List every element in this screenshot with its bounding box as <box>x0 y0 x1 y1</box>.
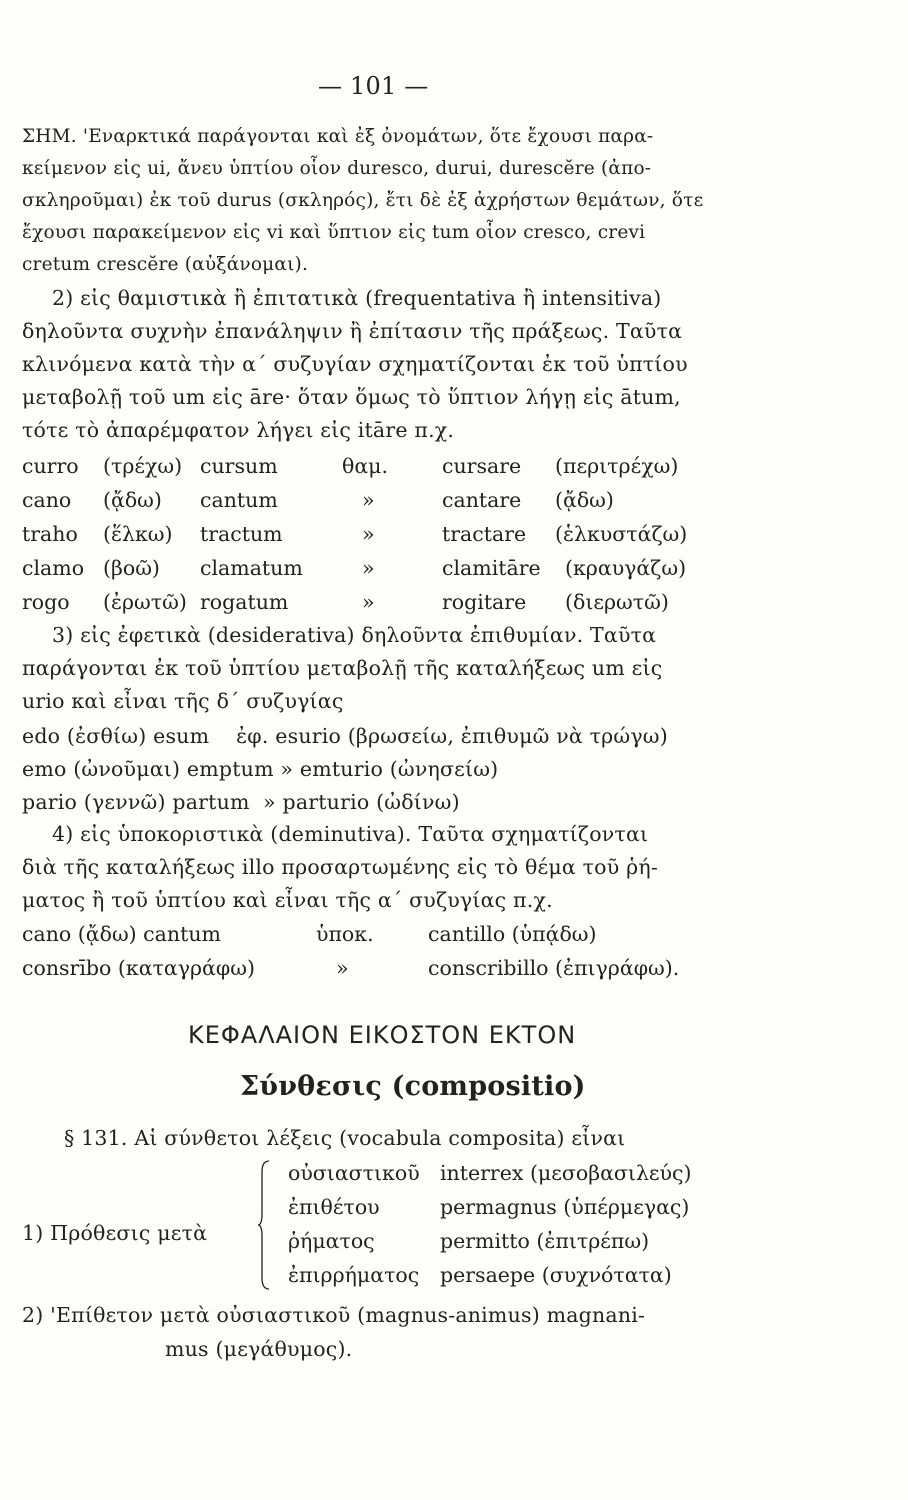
section3-line: urio καὶ εἶναι τῆς δ΄ συζυγίας <box>22 689 344 713</box>
mark: » <box>362 556 375 580</box>
derived: cantare <box>442 488 522 512</box>
derived: cantillo (ὑπᾴδω) <box>428 922 597 946</box>
section-title <box>240 1073 586 1100</box>
gloss: (τρέχω) <box>103 454 183 478</box>
gloss: (ἕλκω) <box>103 522 173 546</box>
paragraph-131: § 131. Αἱ σύνθετοι λέξεις (vocabula composita) εἶναι <box>64 1126 626 1150</box>
supine: clamatum <box>200 556 303 580</box>
example: permitto (ἐπιτρέπω) <box>440 1229 650 1253</box>
intro-line: ἔχουσι παρακείμενον εἰς vi καὶ ὕπτιον εἰς tum οἷον cresco, crevi <box>22 222 646 243</box>
desiderativa-line: edo (ἐσθίω) esum ἐφ. esurio (βρωσείω, ἐπιθυμῶ νὰ τρώγω) <box>22 724 668 748</box>
desiderativa-line: emo (ὠνοῦμαι) emptum » emturio (ὠνησείω) <box>22 757 499 781</box>
mark: » <box>362 522 375 546</box>
section4-line: 4) εἰς ὑποκοριστικὰ (deminutiva). Ταῦτα σχηματίζονται <box>52 822 649 846</box>
example: permagnus (ὑπέρμεγας) <box>440 1195 690 1219</box>
desiderativa-line: pario (γεννῶ) partum » parturio (ὠδίνω) <box>22 790 460 814</box>
gloss: (βοῶ) <box>103 556 160 580</box>
base-verb: cano (ᾄδω) cantum <box>22 922 221 946</box>
section2-line: μεταβολῇ τοῦ um εἰς āre· ὅταν ὅμως τὸ ὕπτιον λήγῃ εἰς ātum, <box>22 385 681 409</box>
supine: rogatum <box>200 590 289 614</box>
meaning: (ἑλκυστάζω) <box>555 522 688 546</box>
derived: rogitare <box>442 590 527 614</box>
supine: cursum <box>200 454 278 478</box>
intro-line: cretum crescĕre (αὐξάνομαι). <box>22 254 309 275</box>
derived: cursare <box>442 454 522 478</box>
meaning: (κραυγάζω) <box>565 556 687 580</box>
mark: ὑποκ. <box>316 922 374 946</box>
intro-line: ΣΗΜ. 'Εναρκτικά παράγονται καὶ ἐξ ὀνομάτων, ὅτε ἔχουσι παρα- <box>22 126 654 147</box>
example: interrex (μεσοβασιλεύς) <box>440 1161 692 1185</box>
meaning: (ᾄδω) <box>555 488 614 512</box>
epitheton-line: mus (μεγάθυμος). <box>165 1337 353 1361</box>
title-greek: Σύνθεσις <box>240 1071 382 1102</box>
intro-line: σκληροῦμαι) ἐκ τοῦ durus (σκληρός), ἔτι δὲ ἐξ ἀχρήστων θεμάτων, ὅτε <box>22 190 704 211</box>
title-latin: (compositio) <box>391 1071 586 1102</box>
brace-icon <box>258 1160 270 1290</box>
prothesis-label: 1) Πρόθεσις μετὰ <box>22 1221 208 1245</box>
mark: » <box>336 956 349 980</box>
derived: conscribillo (ἐπιγράφω). <box>428 956 680 980</box>
epitheton-line: 2) 'Επίθετον μετὰ οὐσιαστικοῦ (magnus-animus) magnani- <box>22 1303 646 1327</box>
verb: cano <box>22 488 72 512</box>
section2-line: τότε τὸ ἀπαρέμφατον λήγει εἰς itāre π.χ. <box>22 418 455 442</box>
gloss: (ᾄδω) <box>103 488 162 512</box>
supine: cantum <box>200 488 278 512</box>
verb: rogo <box>22 590 70 614</box>
mark: » <box>362 590 375 614</box>
mark: » <box>362 488 375 512</box>
part-of-speech: οὐσιαστικοῦ <box>288 1161 420 1185</box>
page-number: — 101 — <box>318 72 429 100</box>
part-of-speech: ῥήματος <box>288 1229 375 1253</box>
base-verb: consrībo (καταγράφω) <box>22 956 255 980</box>
section2-line: δηλοῦντα συχνὴν ἐπανάληψιν ἢ ἐπίτασιν τῆς πράξεως. Ταῦτα <box>22 319 683 343</box>
section4-line: διὰ τῆς καταλήξεως illo προσαρτωμένης εἰς τὸ θέμα τοῦ ῥή- <box>22 855 658 879</box>
intro-line: κείμενον εἰς ui, ἄνευ ὑπτίου οἷον duresco, durui, durescĕre (ἀπο- <box>22 158 652 179</box>
supine: tractum <box>200 522 283 546</box>
meaning: (περιτρέχω) <box>555 454 679 478</box>
mark: θαμ. <box>342 454 389 478</box>
example: persaepe (συχνότατα) <box>440 1263 672 1287</box>
section2-line: 2) εἰς θαμιστικὰ ἢ ἐπιτατικὰ (frequentativa ἢ intensitiva) <box>52 286 662 310</box>
verb: traho <box>22 522 78 546</box>
derived: tractare <box>442 522 527 546</box>
part-of-speech: ἐπιθέτου <box>288 1195 380 1219</box>
section3-line: παράγονται ἐκ τοῦ ὑπτίου μεταβολῇ τῆς καταλήξεως um εἰς <box>22 656 663 680</box>
part-of-speech: ἐπιρρήματος <box>288 1263 420 1287</box>
meaning: (διερωτῶ) <box>565 590 669 614</box>
section4-line: ματος ἢ τοῦ ὑπτίου καὶ εἶναι τῆς α΄ συζυγίας π.χ. <box>22 888 553 912</box>
section3-line: 3) εἰς ἐφετικὰ (desiderativa) δηλοῦντα ἐπιθυμίαν. Ταῦτα <box>52 623 657 647</box>
chapter-heading: ΚΕΦΑΛΑΙΟΝ ΕΙΚΟΣΤΟΝ ΕΚΤΟΝ <box>188 1021 577 1049</box>
verb: clamo <box>22 556 85 580</box>
gloss: (ἐρωτῶ) <box>103 590 187 614</box>
verb: curro <box>22 454 79 478</box>
section2-line: κλινόμενα κατὰ τὴν α΄ συζυγίαν σχηματίζονται ἐκ τοῦ ὑπτίου <box>22 352 688 376</box>
derived: clamitāre <box>442 556 541 580</box>
